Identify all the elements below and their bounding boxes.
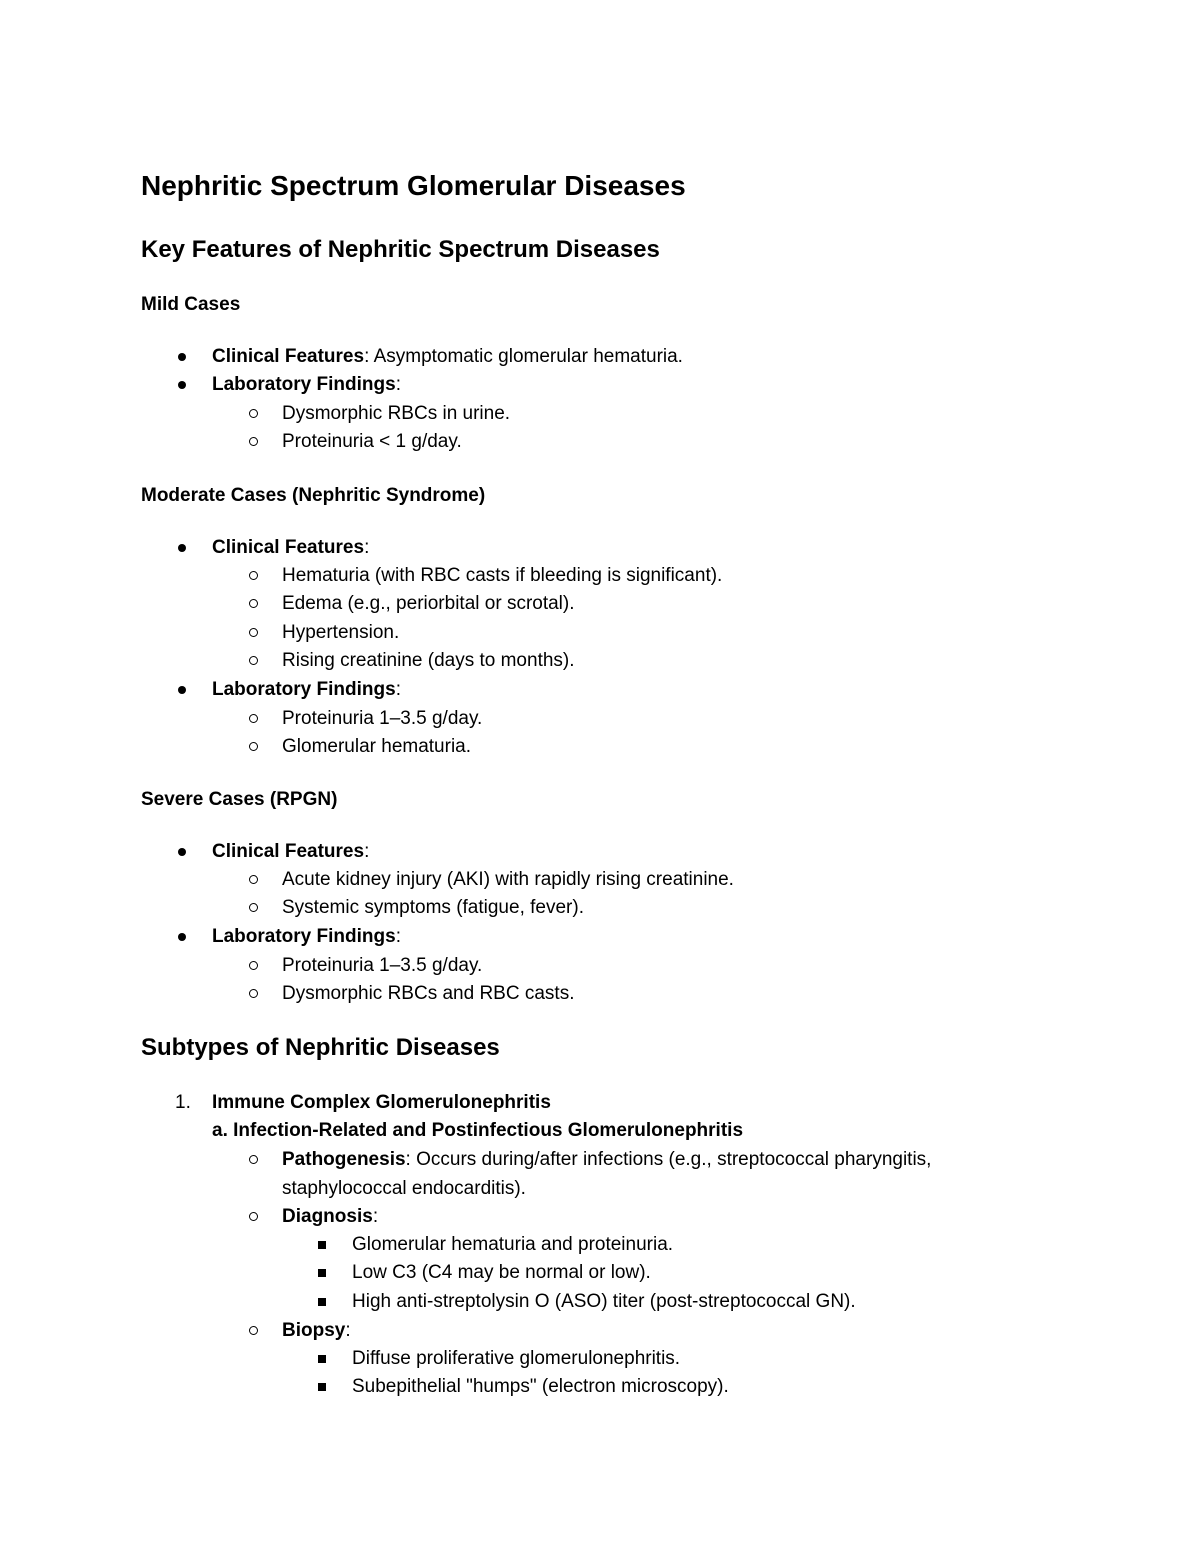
colon-text: : — [345, 1320, 351, 1341]
circle-bullet-icon — [249, 875, 258, 884]
circle-bullet-icon — [249, 437, 258, 446]
label-biopsy: Biopsy — [282, 1320, 346, 1341]
section-heading-subtypes: Subtypes of Nephritic Diseases — [141, 1034, 500, 1061]
colon-text: : — [364, 537, 370, 558]
list-item: Proteinuria < 1 g/day. — [282, 431, 462, 452]
list-item — [212, 345, 683, 369]
label-laboratory-findings: Laboratory Findings — [212, 374, 396, 395]
item-text: : Occurs during/after infections (e.g., streptococcal pharyngitis, — [405, 1149, 932, 1170]
list-item — [282, 1205, 378, 1229]
colon-text: : — [395, 374, 401, 395]
list-item: Systemic symptoms (fatigue, fever). — [282, 897, 584, 918]
subheading-mild-cases: Mild Cases — [141, 294, 241, 315]
list-item: Proteinuria 1–3.5 g/day. — [282, 955, 483, 976]
section-heading-key-features: Key Features of Nephritic Spectrum Diseases — [141, 236, 660, 263]
label-diagnosis: Diagnosis — [282, 1206, 373, 1227]
label-clinical-features: Clinical Features — [212, 537, 365, 558]
disc-bullet-icon — [178, 381, 186, 389]
list-item — [212, 678, 401, 702]
list-number: 1. — [175, 1092, 191, 1113]
list-item — [282, 1319, 351, 1343]
circle-bullet-icon — [249, 628, 258, 637]
colon-text: : — [395, 926, 401, 947]
list-item — [212, 925, 401, 949]
disc-bullet-icon — [178, 686, 186, 694]
subheading-severe-cases: Severe Cases (RPGN) — [141, 789, 338, 810]
list-item: High anti-streptolysin O (ASO) titer (post-streptococcal GN). — [352, 1291, 856, 1312]
circle-bullet-icon — [249, 961, 258, 970]
colon-text: : — [372, 1206, 379, 1227]
list-item — [212, 373, 401, 397]
list-item: Dysmorphic RBCs in urine. — [282, 403, 511, 424]
square-bullet-icon — [318, 1269, 326, 1277]
list-item: Hematuria (with RBC casts if bleeding is significant). — [282, 565, 723, 586]
list-item: Low C3 (C4 may be normal or low). — [352, 1262, 651, 1283]
circle-bullet-icon — [249, 656, 258, 665]
list-item-immune-complex-gn: Immune Complex Glomerulonephritis — [212, 1092, 551, 1113]
list-item — [282, 1148, 931, 1172]
disc-bullet-icon — [178, 848, 186, 856]
circle-bullet-icon — [249, 1326, 258, 1335]
list-item: Glomerular hematuria and proteinuria. — [352, 1234, 674, 1255]
list-item: Subepithelial "humps" (electron microscopy). — [352, 1376, 729, 1397]
list-item: Hypertension. — [282, 622, 400, 643]
disc-bullet-icon — [178, 353, 186, 361]
label-pathogenesis: Pathogenesis — [282, 1149, 406, 1170]
item-text: : Asymptomatic glomerular hematuria. — [364, 346, 683, 367]
label-clinical-features: Clinical Features — [212, 346, 365, 367]
circle-bullet-icon — [249, 903, 258, 912]
list-item-continuation: staphylococcal endocarditis). — [282, 1178, 526, 1199]
disc-bullet-icon — [178, 544, 186, 552]
list-item: Dysmorphic RBCs and RBC casts. — [282, 983, 575, 1004]
label-clinical-features: Clinical Features — [212, 841, 365, 862]
subheading-moderate-cases: Moderate Cases (Nephritic Syndrome) — [141, 485, 486, 506]
list-item — [212, 840, 369, 864]
list-item: Proteinuria 1–3.5 g/day. — [282, 708, 483, 729]
list-item: Glomerular hematuria. — [282, 736, 472, 757]
circle-bullet-icon — [249, 1212, 258, 1221]
disc-bullet-icon — [178, 933, 186, 941]
list-item: Rising creatinine (days to months). — [282, 650, 575, 671]
label-laboratory-findings: Laboratory Findings — [212, 679, 396, 700]
colon-text: : — [395, 679, 401, 700]
list-item: Diffuse proliferative glomerulonephritis. — [352, 1348, 681, 1369]
list-item: Acute kidney injury (AKI) with rapidly rising creatinine. — [282, 869, 734, 890]
circle-bullet-icon — [249, 1155, 258, 1164]
label-laboratory-findings: Laboratory Findings — [212, 926, 396, 947]
colon-text: : — [364, 841, 370, 862]
list-item — [212, 536, 369, 560]
square-bullet-icon — [318, 1298, 326, 1306]
subsection-infection-related-gn: a. Infection-Related and Postinfectious Glomerulonephritis — [212, 1120, 744, 1141]
square-bullet-icon — [318, 1241, 326, 1249]
circle-bullet-icon — [249, 714, 258, 723]
circle-bullet-icon — [249, 989, 258, 998]
circle-bullet-icon — [249, 599, 258, 608]
circle-bullet-icon — [249, 409, 258, 418]
square-bullet-icon — [318, 1383, 326, 1391]
circle-bullet-icon — [249, 742, 258, 751]
document-title: Nephritic Spectrum Glomerular Diseases — [141, 170, 686, 201]
square-bullet-icon — [318, 1355, 326, 1363]
list-item: Edema (e.g., periorbital or scrotal). — [282, 593, 575, 614]
circle-bullet-icon — [249, 571, 258, 580]
